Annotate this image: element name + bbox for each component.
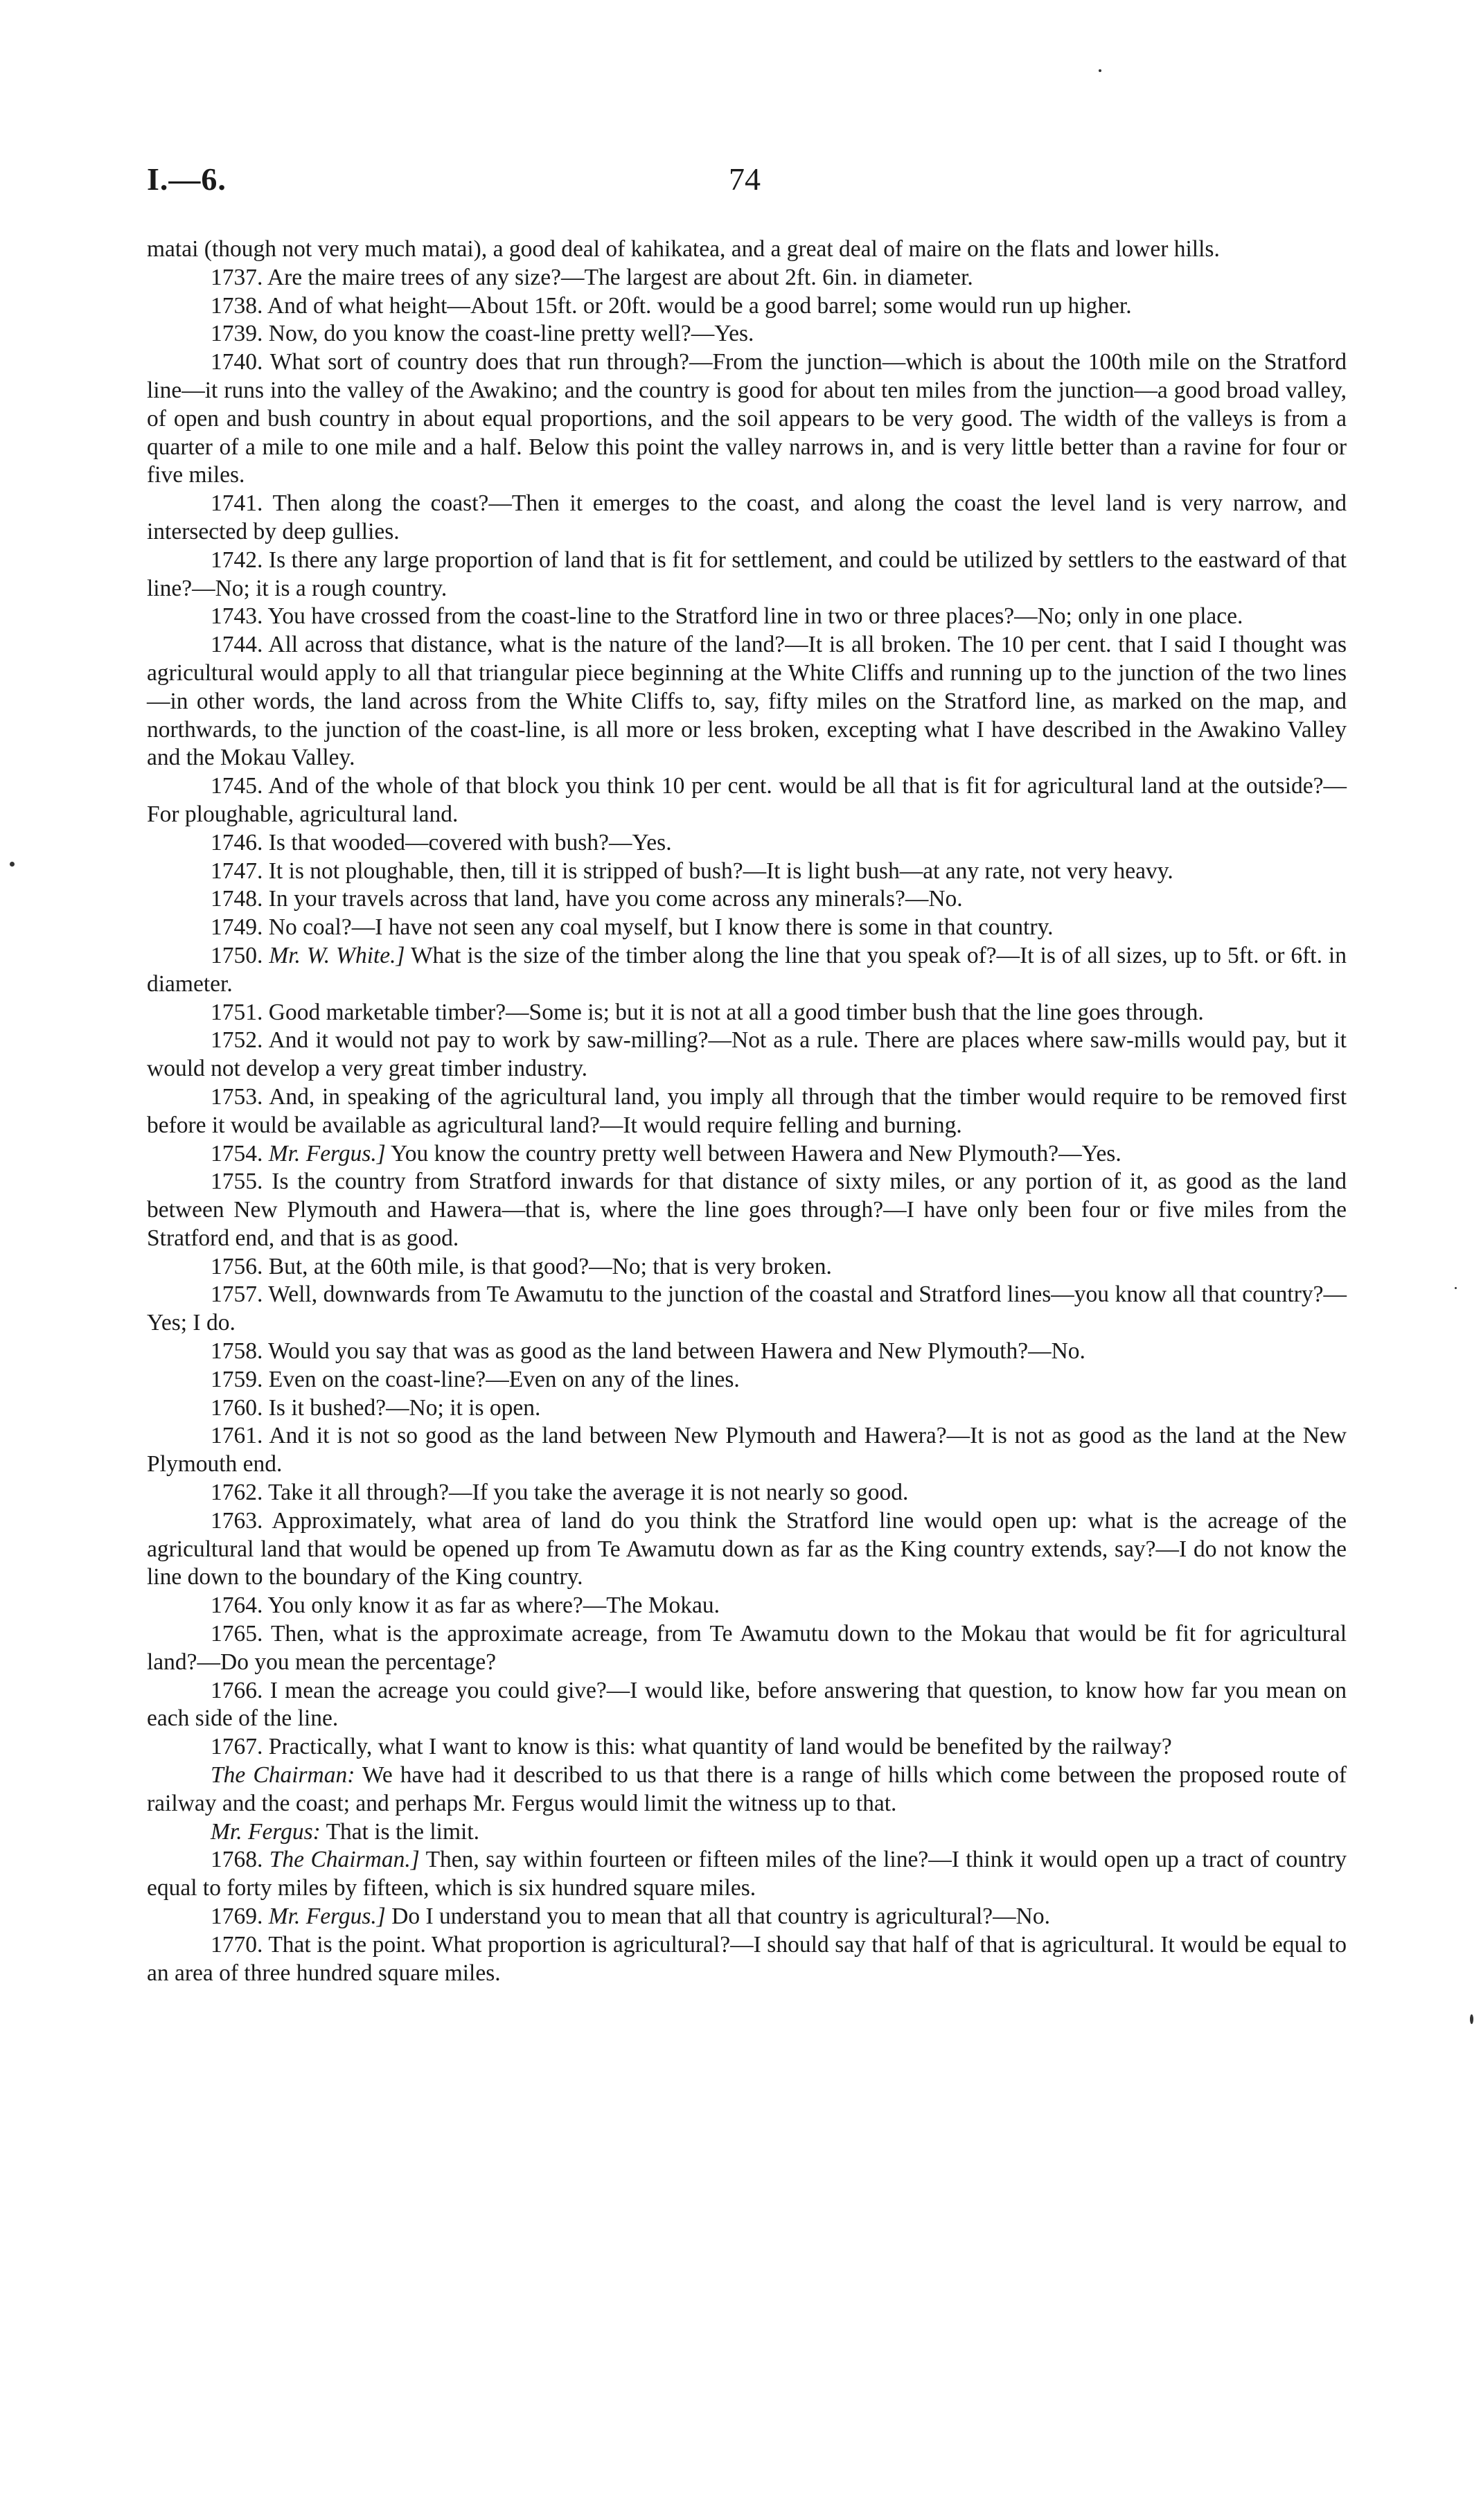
paragraph-text: 1746. Is that wooded—covered with bush?—Yes. [211, 829, 672, 855]
paragraph-text: 1739. Now, do you know the coast-line pretty well?—Yes. [211, 321, 754, 347]
testimony-paragraph [147, 348, 1347, 490]
paragraph-text: 1745. And of the whole of that block you think 10 per cent. would be all that is fit for agricultural land at the outside?—For ploughable, agricultural land. [147, 773, 1347, 827]
paragraph-text: 1767. Practically, what I want to know is this: what quantity of land would be benefited by the railway? [211, 1734, 1172, 1760]
testimony-paragraph [147, 490, 1347, 547]
testimony-paragraph [147, 1422, 1347, 1479]
paragraph-text: 1759. Even on the coast-line?—Even on any of the lines. [211, 1366, 740, 1392]
scan-speck [1470, 2014, 1473, 2024]
paragraph-text: 1753. And, in speaking of the agricultural land, you imply all through that the timber would require to be removed first before it would be available as agricultural land?—It would require felling and burning. [147, 1083, 1347, 1138]
paragraph-text: 1770. That is the point. What proportion is agricultural?—I should say that half of that is agricultural. It would be equal to an area of three hundred square miles. [147, 1931, 1347, 1986]
paragraph-text: 1758. Would you say that was as good as the land between Hawera and New Plymouth?—No. [211, 1338, 1085, 1365]
paragraph-text: 1766. I mean the acreage you could give?—I would like, before answering that question, to know how far you mean on each side of the line. [147, 1677, 1347, 1732]
question-number: 1769. [211, 1904, 269, 1930]
paragraph-text: 1740. What sort of country does that run through?—From the junction—which is about the 100th mile on the Stratford line—it runs into the valley of the Awakino; and the country is good for about ten miles from the junction—a good broad valley, of open and bush country in about equal proportions, and the soil appears to be very good. The width of the valleys is from a quarter of a mile to one mile and a half. Below this point the valley narrows in, and is very little better than a ravine for four or five miles. [147, 349, 1347, 488]
paragraph-text: 1744. All across that distance, what is the nature of the land?—It is all broken. The 10 per cent. that I said I thought was agricultural would apply to all that triangular piece beginning at the White Cliffs and running up to the junction of the two lines—in other words, the land across from the White Cliffs to, say, fifty miles on the Stratford line, as marked on the map, and northwards, to the junction of the coast-line, is all more or less broken, excepting what I have described in the Awakino Valley and the Mokau Valley. [147, 632, 1347, 771]
testimony-paragraph [147, 547, 1347, 603]
testimony-paragraph [147, 264, 1347, 292]
testimony-paragraph [147, 1620, 1347, 1677]
paragraph-text: 1756. But, at the 60th mile, is that good?—No; that is very broken. [211, 1253, 832, 1279]
speaker-name: Mr. W. White.] [269, 942, 405, 968]
testimony-paragraph [147, 1253, 1347, 1281]
paragraph-text: That is the limit. [320, 1818, 480, 1845]
question-number: 1768. [211, 1847, 269, 1873]
testimony-paragraph [147, 1140, 1347, 1169]
paragraph-text: 1760. Is it bushed?—No; it is open. [211, 1394, 541, 1421]
testimony-paragraph [147, 1818, 1347, 1847]
page-header [147, 161, 1352, 209]
testimony-paragraph [147, 942, 1347, 999]
paragraph-text: 1755. Is the country from Stratford inwards for that distance of sixty miles, or any portion of it, as good as the land between New Plymouth and Hawera—that is, where the line goes through?—I have only been four or five miles from the Stratford end, and that is as good. [147, 1169, 1347, 1251]
paragraph-text: Do I understand you to mean that all that country is agricultural?—No. [385, 1904, 1050, 1930]
page-number: 74 [729, 161, 761, 197]
speaker-name: Mr. Fergus: [211, 1818, 321, 1845]
testimony-paragraph [147, 1592, 1347, 1620]
testimony-paragraph [147, 1507, 1347, 1592]
testimony-paragraph [147, 858, 1347, 886]
testimony-paragraph [147, 1903, 1347, 1931]
paragraph-text: 1747. It is not ploughable, then, till it is stripped of bush?—It is light bush—at any rate, not very heavy. [211, 858, 1173, 884]
paragraph-text: 1737. Are the maire trees of any size?—The largest are about 2ft. 6in. in diameter. [211, 264, 973, 290]
testimony-paragraph [147, 1931, 1347, 1988]
paragraph-text: 1757. Well, downwards from Te Awamutu to the junction of the coastal and Stratford lines—you know all that country?—Yes; I do. [147, 1281, 1347, 1336]
testimony-paragraph [147, 631, 1347, 772]
scan-speck [1455, 1287, 1457, 1289]
paragraph-text: 1738. And of what height—About 15ft. or 20ft. would be a good barrel; some would run up higher. [211, 292, 1132, 319]
document-code: I.—6. [147, 161, 227, 197]
testimony-paragraph [147, 1281, 1347, 1338]
continued-paragraph [147, 236, 1347, 264]
paragraph-text: You know the country pretty well between Hawera and New Plymouth?—Yes. [385, 1140, 1121, 1166]
testimony-paragraph [147, 1846, 1347, 1903]
testimony-paragraph [147, 1677, 1347, 1734]
testimony-paragraph [147, 772, 1347, 829]
question-number: 1750. [211, 942, 269, 968]
paragraph-text: 1765. Then, what is the approximate acreage, from Te Awamutu down to the Mokau that would be fit for agricultural land?—Do you mean the percentage? [147, 1621, 1347, 1675]
paragraph-text: 1748. In your travels across that land, have you come across any minerals?—No. [211, 886, 963, 912]
paragraph-text: 1752. And it would not pay to work by saw-milling?—Not as a rule. There are places where saw-mills would pay, but it would not develop a very great timber industry. [147, 1027, 1347, 1082]
paragraph-text: Then, say within fourteen or fifteen miles of the line?—I think it would open up a tract of country equal to forty miles by fifteen, which is six hundred square miles. [147, 1847, 1347, 1901]
testimony-paragraph [147, 320, 1347, 348]
speaker-name: The Chairman: [211, 1762, 355, 1789]
body-text [147, 236, 1347, 1987]
testimony-paragraph [147, 1168, 1347, 1252]
testimony-paragraph [147, 999, 1347, 1027]
testimony-paragraph [147, 914, 1347, 942]
paragraph-text: 1749. No coal?—I have not seen any coal myself, but I know there is some in that country. [211, 914, 1054, 941]
scan-speck [1099, 69, 1101, 72]
testimony-paragraph [147, 829, 1347, 858]
testimony-paragraph [147, 292, 1347, 321]
speaker-name: Mr. Fergus.] [268, 1904, 386, 1930]
paragraph-text: What is the size of the timber along the line that you speak of?—It is of all sizes, up to 5ft. or 6ft. in diameter. [147, 942, 1347, 997]
paragraph-text: 1741. Then along the coast?—Then it emerges to the coast, and along the coast the level land is very narrow, and intersected by deep gullies. [147, 490, 1347, 544]
paragraph-text: We have had it described to us that there is a range of hills which come between the proposed route of railway and the coast; and perhaps Mr. Fergus would limit the witness up to that. [147, 1762, 1347, 1816]
testimony-paragraph [147, 1027, 1347, 1083]
speaker-name: Mr. Fergus.] [268, 1140, 386, 1166]
testimony-paragraph [147, 1394, 1347, 1423]
paragraph-text: 1764. You only know it as far as where?—The Mokau. [211, 1592, 720, 1619]
paragraph-text: matai (though not very much matai), a good deal of kahikatea, and a great deal of maire on the flats and lower hills. [147, 236, 1220, 262]
paragraph-text: 1743. You have crossed from the coast-line to the Stratford line in two or three places?—No; only in one place. [211, 603, 1243, 630]
speaker-name: The Chairman.] [269, 1847, 420, 1873]
paragraph-text: 1751. Good marketable timber?—Some is; but it is not at all a good timber bush that the line goes through. [211, 999, 1204, 1025]
testimony-paragraph [147, 1338, 1347, 1366]
scan-speck [10, 862, 15, 867]
question-number: 1754. [211, 1140, 269, 1166]
testimony-paragraph [147, 1366, 1347, 1394]
testimony-paragraph [147, 1762, 1347, 1818]
testimony-paragraph [147, 1479, 1347, 1507]
testimony-paragraph [147, 603, 1347, 631]
paragraph-text: 1761. And it is not so good as the land between New Plymouth and Hawera?—It is not as good as the land at the New Plymouth end. [147, 1423, 1347, 1478]
paragraph-text: 1763. Approximately, what area of land do you think the Stratford line would open up: what is the acreage of the agricultural land that would be opened up from Te Awamutu down as far as the King country extends, say?—I do not know the line down to the boundary of the King country. [147, 1507, 1347, 1590]
testimony-paragraph [147, 1733, 1347, 1762]
paragraph-text: 1762. Take it all through?—If you take the average it is not nearly so good. [211, 1480, 909, 1506]
testimony-paragraph [147, 885, 1347, 914]
testimony-paragraph [147, 1083, 1347, 1140]
paragraph-text: 1742. Is there any large proportion of land that is fit for settlement, and could be utilized by settlers to the eastward of that line?—No; it is a rough country. [147, 547, 1347, 601]
